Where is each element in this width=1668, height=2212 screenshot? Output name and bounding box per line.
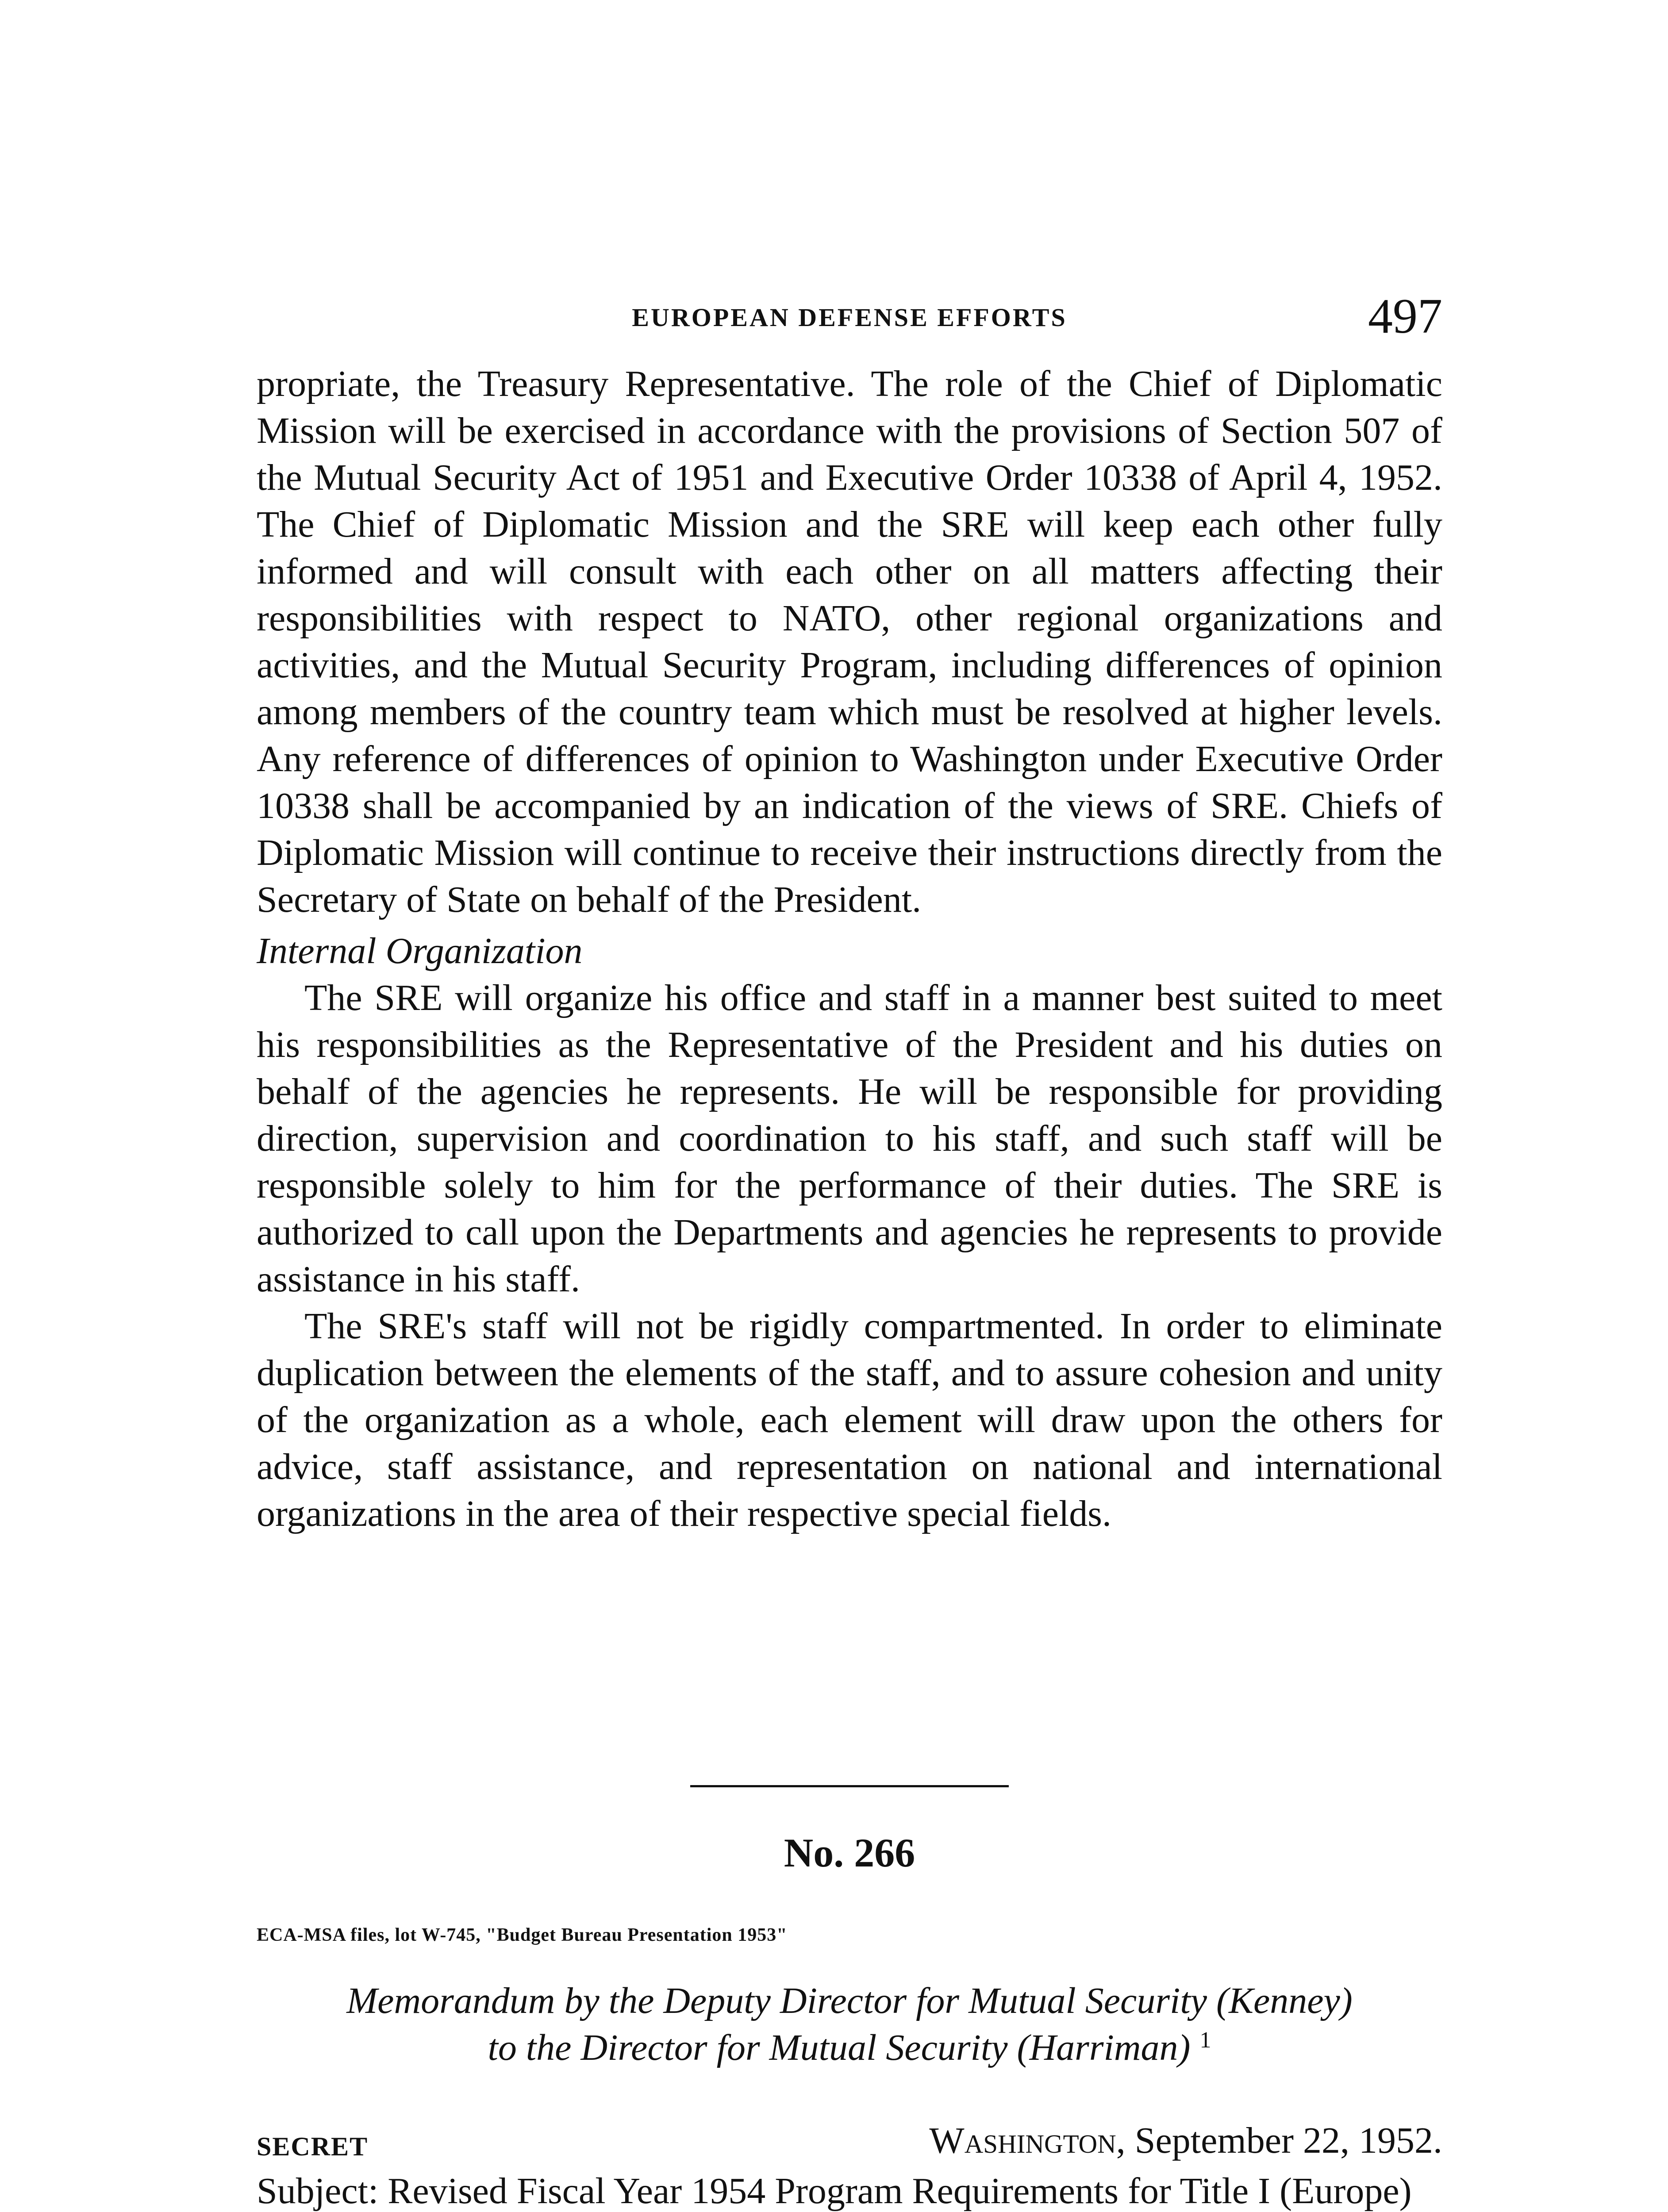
footnote-reference[interactable]: 1 xyxy=(1199,2028,1211,2053)
memo-title xyxy=(257,1978,1442,2071)
subject-line: Subject: Revised Fiscal Year 1954 Program Requirements for Title I (Europe) xyxy=(257,2170,1412,2212)
running-title: EUROPEAN DEFENSE EFFORTS xyxy=(632,303,1067,332)
memo-title-line-2 xyxy=(257,2024,1442,2071)
section-heading: Internal Organization xyxy=(257,930,583,972)
place-date xyxy=(929,2119,1442,2162)
date: September 22, 1952. xyxy=(1134,2120,1442,2161)
document-number: No. 266 xyxy=(784,1830,915,1875)
page-number: 497 xyxy=(1368,289,1442,344)
classification-label: SECRET xyxy=(257,2132,369,2161)
place: Washington, xyxy=(929,2120,1126,2161)
section-paragraph-2: The SRE's staff will not be rigidly compartmented. In order to eliminate duplication between the elements of the staff, and to assure cohesion and unity of the organization as a whole, each element will draw upon the others for advice, staff assistance, and representation on national and international organizations in the area of their respective special fields. xyxy=(257,1306,1442,1534)
source-note: ECA-MSA files, lot W-745, "Budget Bureau Presentation 1953" xyxy=(257,1925,788,1945)
memo-title-line-2-text: to the Director for Mutual Security (Harriman) xyxy=(488,2027,1191,2068)
section-divider xyxy=(690,1785,1009,1787)
dateline xyxy=(257,2119,1442,2168)
running-head xyxy=(257,283,1442,349)
memo-title-line-1: Memorandum by the Deputy Director for Mutual Security (Kenney) xyxy=(346,1980,1353,2021)
continuation-paragraph: propriate, the Treasury Representative. The role of the Chief of Diplomatic Mission will be exercised in accordance with the provisions of Section 507 of the Mutual Security Act of 1951 and Executive Order 10338 of April 4, 1952. The Chief of Diplomatic Mission and the SRE will keep each other fully informed and will consult with each other on all matters affecting their responsibilities with respect to NATO, other regional organizations and activities, and the Mutual Security Program, including differences of opinion among members of the country team which must be resolved at higher levels. Any reference of differences of opinion to Washington under Executive Order 10338 shall be accompanied by an indication of the views of SRE. Chiefs of Diplomatic Mission will continue to receive their instructions directly from the Secretary of State on behalf of the President. xyxy=(257,363,1442,920)
section-paragraph-1: The SRE will organize his office and staff in a manner best suited to meet his responsibilities as the Representative of the President and his duties on behalf of the agencies he represents. He will be responsible for providing direction, supervision and coordination to his staff, and such staff will be responsible solely to him for the performance of their duties. The SRE is authorized to call upon the Departments and agencies he represents to provide assistance in his staff. xyxy=(257,977,1442,1300)
body-text xyxy=(257,361,1442,1537)
